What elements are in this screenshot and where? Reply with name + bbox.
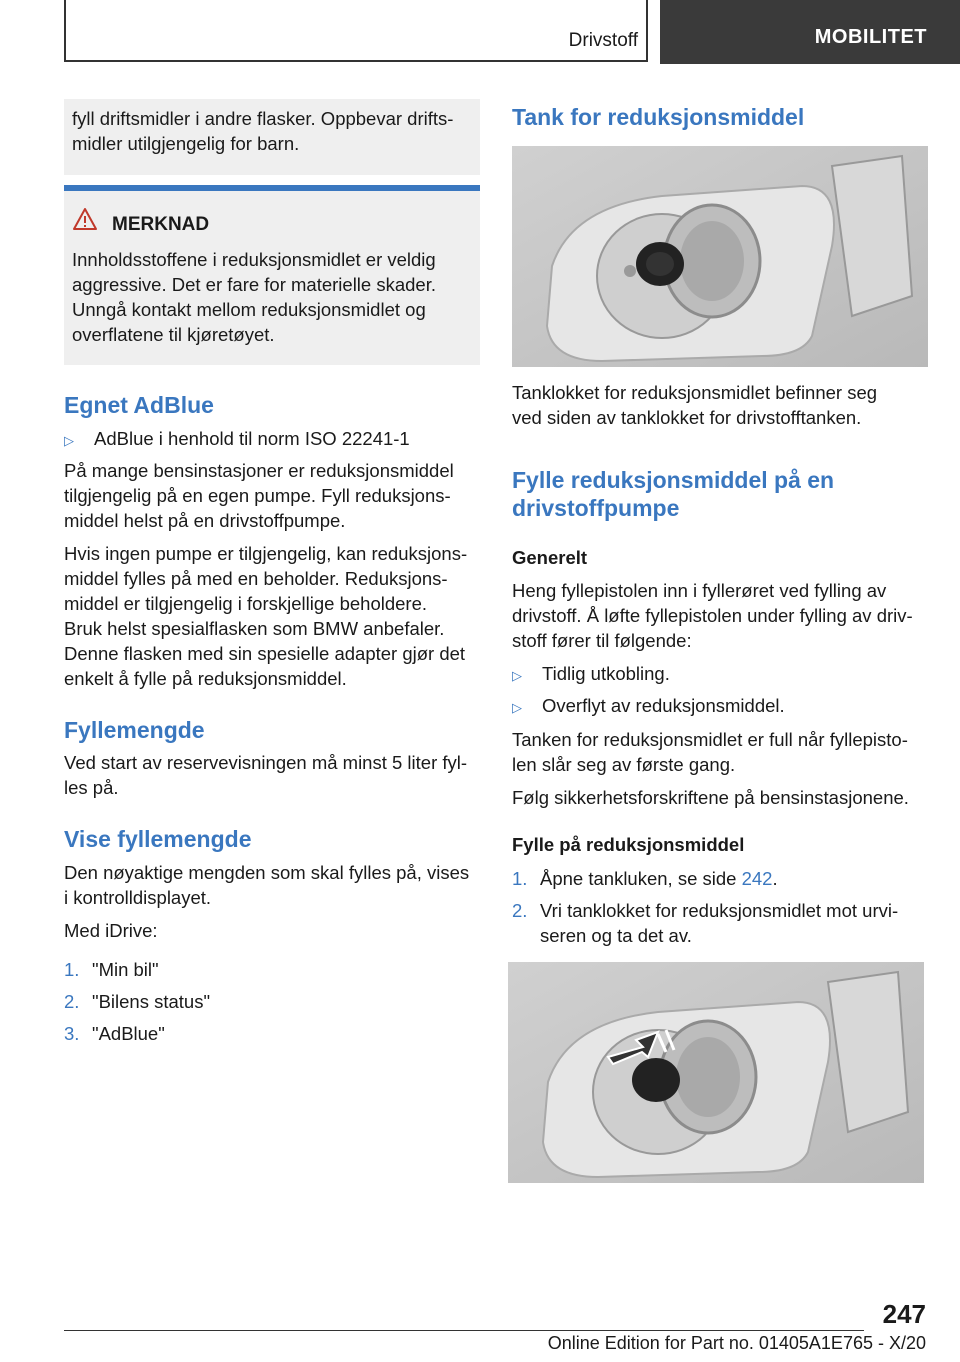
paragraph-line: tilgjengelig på en egen pumpe. Fyll reduksjons- xyxy=(64,485,451,506)
footer-rule xyxy=(64,1330,864,1331)
warning-icon xyxy=(72,207,98,231)
paragraph-line: Denne flasken med sin spesielle adapter gjør det xyxy=(64,643,466,664)
page-number: 247 xyxy=(882,1299,926,1329)
notice-title: MERKNAD xyxy=(112,214,210,235)
page-link[interactable]: 242 xyxy=(741,868,773,889)
list-item xyxy=(64,957,159,982)
list-item xyxy=(64,426,410,453)
box-text-2: midler utilgjengelig for barn. xyxy=(72,133,300,154)
heading-fylle-line1: Fylle reduksjonsmiddel på en xyxy=(512,467,835,493)
step-number: 1. xyxy=(512,868,528,889)
notice-line: Innholdsstoffene i reduksjonsmidlet er veldig xyxy=(72,249,436,270)
bullet-text: Tidlig utkobling. xyxy=(542,663,670,684)
list-item xyxy=(512,693,785,720)
step-number: 2. xyxy=(64,991,80,1012)
list-item xyxy=(512,866,778,891)
paragraph-line: middel er tilgjengelig i forskjellige beholdere. xyxy=(64,593,428,614)
list-item xyxy=(64,1021,165,1046)
paragraph-line: Ved start av reservevisningen må minst 5 liter fyl- xyxy=(64,752,468,773)
paragraph-line: les på. xyxy=(64,777,119,798)
bullet-text: Overflyt av reduksjonsmiddel. xyxy=(542,695,785,716)
paragraph-line: enkelt å fylle på reduksjonsmiddel. xyxy=(64,668,347,689)
step-text: "Min bil" xyxy=(92,959,159,980)
tank-cap-turn-image xyxy=(508,962,924,1183)
heading-tank: Tank for reduksjonsmiddel xyxy=(512,104,805,130)
step-text-continuation: seren og ta det av. xyxy=(540,925,692,946)
bullet-text: AdBlue i henhold til norm ISO 22241-1 xyxy=(94,428,410,449)
box-text-1: fyll driftsmidler i andre flasker. Oppbevar drifts- xyxy=(72,108,454,129)
step-text: "Bilens status" xyxy=(92,991,211,1012)
edition-footer: Online Edition for Part no. 01405A1E765 - X/20 xyxy=(547,1333,926,1353)
paragraph-line: middel helst på en drivstoffpumpe. xyxy=(64,510,346,531)
list-item xyxy=(512,898,898,923)
section-title: Drivstoff xyxy=(568,30,638,51)
paragraph-line: Heng fyllepistolen inn i fyllerøret ved fylling av xyxy=(512,580,887,601)
paragraph-line: stoff fører til følgende: xyxy=(512,630,692,651)
step-number: 2. xyxy=(512,900,528,921)
caption-line: Tanklokket for reduksjonsmidlet befinner seg xyxy=(512,382,878,403)
paragraph-line: middel fylles på med en beholder. Reduksjons- xyxy=(64,568,448,589)
bullet-triangle-icon: ▷ xyxy=(64,433,74,448)
tank-cap-image xyxy=(512,146,928,367)
paragraph-line: len slår seg av første gang. xyxy=(512,754,736,775)
list-item xyxy=(512,661,670,688)
paragraph-line: På mange bensinstasjoner er reduksjonsmiddel xyxy=(64,460,454,481)
paragraph-line: Hvis ingen pumpe er tilgjengelig, kan reduksjons- xyxy=(64,543,468,564)
heading-fylle-pa: Fylle på reduksjonsmiddel xyxy=(512,834,745,855)
heading-fylle-line2: drivstoffpumpe xyxy=(512,495,680,521)
bullet-triangle-icon: ▷ xyxy=(512,668,522,683)
paragraph-line: Med iDrive: xyxy=(64,920,158,941)
paragraph-line: i kontrolldisplayet. xyxy=(64,887,212,908)
heading-fyllemengde: Fyllemengde xyxy=(64,717,205,743)
step-text: Åpne tankluken, se side xyxy=(540,868,742,889)
step-number: 1. xyxy=(64,959,80,980)
heading-generelt: Generelt xyxy=(512,547,588,568)
caption-line: ved siden av tanklokket for drivstofftanken. xyxy=(512,407,862,428)
paragraph-line: Tanken for reduksjonsmidlet er full når fyllepisto- xyxy=(512,729,908,750)
paragraph-line: drivstoff. Å løfte fyllepistolen under fylling av driv- xyxy=(512,605,913,626)
notice-line: aggressive. Det er fare for materielle skader. xyxy=(72,274,436,295)
step-text: Vri tanklokket for reduksjonsmidlet mot urvi- xyxy=(540,900,899,921)
step-punct: . xyxy=(772,868,778,889)
chapter-label: MOBILITET xyxy=(814,25,927,48)
header-frame xyxy=(64,0,648,62)
list-item xyxy=(64,989,210,1014)
notice-line: Unngå kontakt mellom reduksjonsmidlet og xyxy=(72,299,426,320)
step-number: 3. xyxy=(64,1023,80,1044)
paragraph-line: Den nøyaktige mengden som skal fylles på, vises xyxy=(64,862,470,883)
heading-vise-fyllemengde: Vise fyllemengde xyxy=(64,826,252,852)
paragraph-line: Følg sikkerhetsforskriftene på bensinstasjonene. xyxy=(512,787,909,808)
chapter-tab xyxy=(660,0,960,64)
heading-egnet-adblue: Egnet AdBlue xyxy=(64,392,214,418)
paragraph-line: Bruk helst spesialflasken som BMW anbefaler. xyxy=(64,618,445,639)
bullet-triangle-icon: ▷ xyxy=(512,700,522,715)
notice-line: overflatene til kjøretøyet. xyxy=(72,324,275,345)
step-text: "AdBlue" xyxy=(92,1023,165,1044)
